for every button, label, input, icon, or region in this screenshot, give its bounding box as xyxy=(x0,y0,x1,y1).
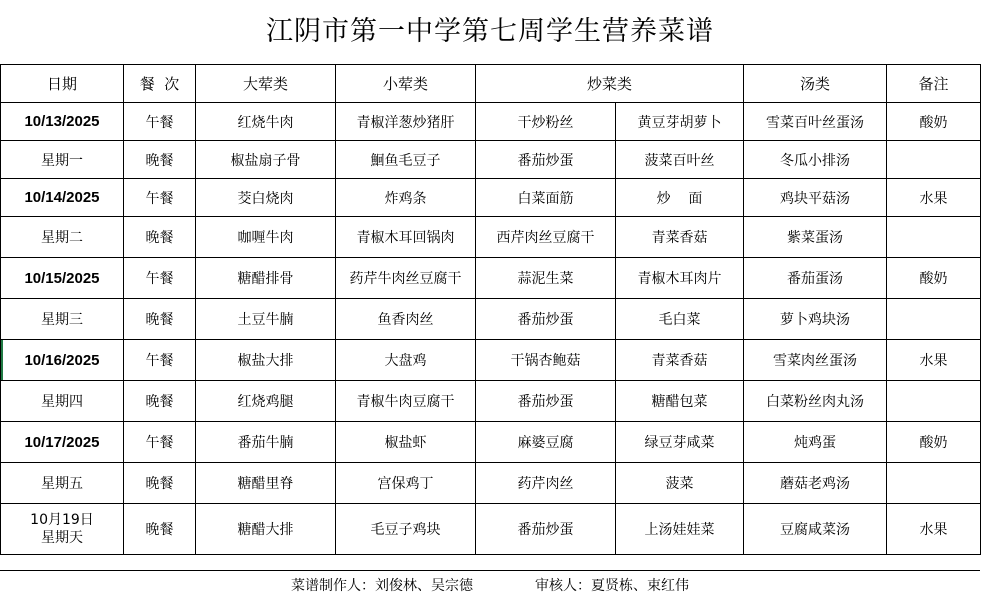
soup-cell[interactable]: 炖鸡蛋 xyxy=(744,422,887,463)
meal-cell[interactable]: 午餐 xyxy=(124,179,196,217)
note-cell[interactable] xyxy=(887,217,981,258)
reviewer-credit: 审核人：夏贤栋、束红伟 xyxy=(535,578,689,594)
big-meat-cell[interactable]: 糖醋里脊 xyxy=(196,463,336,504)
soup-cell[interactable]: 蘑菇老鸡汤 xyxy=(744,463,887,504)
date-cell[interactable]: 10/16/2025 xyxy=(1,340,124,381)
header-stir-fry[interactable]: 炒菜类 xyxy=(476,65,744,103)
small-meat-cell[interactable]: 毛豆子鸡块 xyxy=(336,504,476,555)
note-cell[interactable]: 水果 xyxy=(887,179,981,217)
big-meat-cell[interactable]: 土豆牛腩 xyxy=(196,299,336,340)
stir-fry-cell[interactable]: 麻婆豆腐 xyxy=(476,422,616,463)
stir-fry-cell[interactable]: 青椒木耳肉片 xyxy=(616,258,744,299)
sunday-date: 10月19日 xyxy=(30,512,94,528)
stir-fry-cell[interactable]: 蒜泥生菜 xyxy=(476,258,616,299)
note-cell[interactable]: 酸奶 xyxy=(887,103,981,141)
meal-cell[interactable]: 午餐 xyxy=(124,103,196,141)
big-meat-cell[interactable]: 番茄牛腩 xyxy=(196,422,336,463)
soup-cell[interactable]: 紫菜蛋汤 xyxy=(744,217,887,258)
small-meat-cell[interactable]: 椒盐虾 xyxy=(336,422,476,463)
meal-cell[interactable]: 晚餐 xyxy=(124,217,196,258)
meal-cell[interactable]: 午餐 xyxy=(124,258,196,299)
author-credit: 菜谱制作人：刘俊林、吴宗德 xyxy=(291,578,473,594)
big-meat-cell[interactable]: 红烧鸡腿 xyxy=(196,381,336,422)
big-meat-cell[interactable]: 茭白烧肉 xyxy=(196,179,336,217)
soup-cell[interactable]: 冬瓜小排汤 xyxy=(744,141,887,179)
weekday-cell[interactable]: 星期一 xyxy=(1,141,124,179)
table-row xyxy=(1,217,981,258)
big-meat-cell[interactable]: 糖醋排骨 xyxy=(196,258,336,299)
table-row xyxy=(1,381,981,422)
menu-table xyxy=(0,64,981,555)
table-row xyxy=(1,422,981,463)
page-title: 江阴市第一中学第七周学生营养菜谱 xyxy=(266,16,714,47)
soup-cell[interactable]: 番茄蛋汤 xyxy=(744,258,887,299)
soup-cell[interactable]: 雪菜百叶丝蛋汤 xyxy=(744,103,887,141)
meal-cell[interactable]: 午餐 xyxy=(124,340,196,381)
stir-fry-cell[interactable]: 青菜香菇 xyxy=(616,217,744,258)
soup-cell[interactable]: 鸡块平菇汤 xyxy=(744,179,887,217)
small-meat-cell[interactable]: 青椒洋葱炒猪肝 xyxy=(336,103,476,141)
weekday-cell[interactable]: 星期二 xyxy=(1,217,124,258)
stir-fry-cell[interactable]: 黄豆芽胡萝卜 xyxy=(616,103,744,141)
small-meat-cell[interactable]: 青椒木耳回锅肉 xyxy=(336,217,476,258)
small-meat-cell[interactable]: 青椒牛肉豆腐干 xyxy=(336,381,476,422)
stir-fry-cell[interactable]: 绿豆芽咸菜 xyxy=(616,422,744,463)
date-cell[interactable]: 10/17/2025 xyxy=(1,422,124,463)
date-cell[interactable]: 10/14/2025 xyxy=(1,179,124,217)
date-cell[interactable]: 10/15/2025 xyxy=(1,258,124,299)
soup-cell[interactable]: 雪菜肉丝蛋汤 xyxy=(744,340,887,381)
meal-cell[interactable]: 晚餐 xyxy=(124,463,196,504)
header-row xyxy=(1,65,981,103)
table-row xyxy=(1,141,981,179)
note-cell[interactable] xyxy=(887,463,981,504)
note-cell[interactable]: 水果 xyxy=(887,340,981,381)
meal-cell[interactable]: 晚餐 xyxy=(124,141,196,179)
soup-cell[interactable]: 白菜粉丝肉丸汤 xyxy=(744,381,887,422)
big-meat-cell[interactable]: 红烧牛肉 xyxy=(196,103,336,141)
big-meat-cell[interactable]: 咖喱牛肉 xyxy=(196,217,336,258)
stir-fry-cell[interactable]: 干炒粉丝 xyxy=(476,103,616,141)
stir-fry-cell[interactable]: 干锅杏鲍菇 xyxy=(476,340,616,381)
stir-fry-cell[interactable]: 番茄炒蛋 xyxy=(476,299,616,340)
footer xyxy=(0,570,980,602)
table-row xyxy=(1,463,981,504)
stir-fry-cell[interactable]: 西芹肉丝豆腐干 xyxy=(476,217,616,258)
soup-cell[interactable]: 豆腐咸菜汤 xyxy=(744,504,887,555)
note-cell[interactable] xyxy=(887,299,981,340)
small-meat-cell[interactable]: 大盘鸡 xyxy=(336,340,476,381)
stir-fry-cell[interactable]: 药芹肉丝 xyxy=(476,463,616,504)
small-meat-cell[interactable]: 药芹牛肉丝豆腐干 xyxy=(336,258,476,299)
sunday-weekday: 星期天 xyxy=(41,530,83,546)
soup-cell[interactable]: 萝卜鸡块汤 xyxy=(744,299,887,340)
table-row xyxy=(1,340,981,381)
note-cell[interactable] xyxy=(887,381,981,422)
stir-fry-cell[interactable]: 白菜面筋 xyxy=(476,179,616,217)
note-cell[interactable]: 水果 xyxy=(887,504,981,555)
header-soup[interactable]: 汤类 xyxy=(744,65,887,103)
table-row xyxy=(1,103,981,141)
note-cell[interactable]: 酸奶 xyxy=(887,422,981,463)
weekday-cell[interactable]: 星期四 xyxy=(1,381,124,422)
table-row xyxy=(1,504,981,555)
small-meat-cell[interactable]: 鱼香肉丝 xyxy=(336,299,476,340)
big-meat-cell[interactable]: 椒盐扇子骨 xyxy=(196,141,336,179)
meal-cell[interactable]: 晚餐 xyxy=(124,504,196,555)
header-date[interactable]: 日期 xyxy=(1,65,124,103)
weekday-cell[interactable]: 星期五 xyxy=(1,463,124,504)
stir-fry-cell[interactable]: 糖醋包菜 xyxy=(616,381,744,422)
note-cell[interactable] xyxy=(887,141,981,179)
stir-fry-cell[interactable]: 菠菜百叶丝 xyxy=(616,141,744,179)
big-meat-cell[interactable]: 椒盐大排 xyxy=(196,340,336,381)
header-note[interactable]: 备注 xyxy=(887,65,981,103)
header-big-meat[interactable]: 大荤类 xyxy=(196,65,336,103)
header-meal[interactable]: 餐 次 xyxy=(124,65,196,103)
big-meat-cell[interactable]: 糖醋大排 xyxy=(196,504,336,555)
stir-fry-cell[interactable]: 番茄炒蛋 xyxy=(476,504,616,555)
meal-cell[interactable]: 晚餐 xyxy=(124,381,196,422)
header-small-meat[interactable]: 小荤类 xyxy=(336,65,476,103)
stir-fry-cell[interactable]: 青菜香菇 xyxy=(616,340,744,381)
meal-cell[interactable]: 晚餐 xyxy=(124,299,196,340)
small-meat-cell[interactable]: 炸鸡条 xyxy=(336,179,476,217)
stir-fry-cell[interactable]: 毛白菜 xyxy=(616,299,744,340)
stir-fry-cell[interactable]: 番茄炒蛋 xyxy=(476,381,616,422)
note-cell[interactable]: 酸奶 xyxy=(887,258,981,299)
weekday-cell[interactable]: 星期三 xyxy=(1,299,124,340)
table-row xyxy=(1,299,981,340)
stir-fry-cell[interactable]: 菠菜 xyxy=(616,463,744,504)
table-row xyxy=(1,258,981,299)
small-meat-cell[interactable]: 宫保鸡丁 xyxy=(336,463,476,504)
stir-fry-cell[interactable]: 炒 面 xyxy=(616,179,744,217)
meal-cell[interactable]: 午餐 xyxy=(124,422,196,463)
date-cell[interactable]: 10/13/2025 xyxy=(1,103,124,141)
stir-fry-cell[interactable]: 番茄炒蛋 xyxy=(476,141,616,179)
small-meat-cell[interactable]: 鮰鱼毛豆子 xyxy=(336,141,476,179)
sunday-date-cell[interactable] xyxy=(1,504,124,555)
stir-fry-cell[interactable]: 上汤娃娃菜 xyxy=(616,504,744,555)
table-row xyxy=(1,179,981,217)
